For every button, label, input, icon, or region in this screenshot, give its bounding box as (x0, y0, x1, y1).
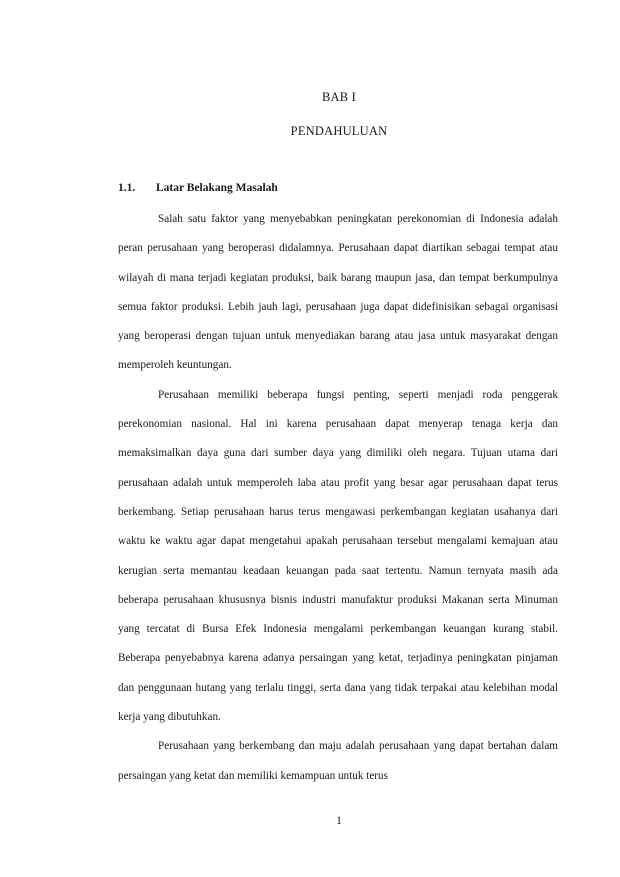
page-number: 1 (336, 815, 342, 827)
chapter-title: PENDAHULUAN (290, 124, 388, 138)
paragraph: Salah satu faktor yang menyebabkan peningkatan perekonomian di Indonesia adalah peran perusahaan yang beroperasi didalamnya. Perusahaan dapat diartikan sebagai tempat atau wilayah di mana terjadi kegiatan produksi, baik barang maupun jasa, dan tempat berkumpulnya semua faktor produksi. Lebih jauh lagi, perusahaan juga dapat didefinisikan sebagai organisasi yang beroperasi dengan tujuan untuk menyediakan barang atau jasa untuk masyarakat dengan memperoleh keuntungan. (118, 213, 558, 372)
paragraph: Perusahaan yang berkembang dan maju adalah perusahaan yang dapat bertahan dalam persaingan yang ketat dan memiliki kemampuan untuk terus (118, 740, 558, 782)
paragraph: Perusahaan memiliki beberapa fungsi penting, seperti menjadi roda penggerak perekonomian nasional. Hal ini karena perusahaan dapat menyerap tenaga kerja dan memaksimalkan daya guna dari sumber daya yang dimiliki oleh negara. Tujuan utama dari perusahaan adalah untuk memperoleh laba atau profit yang besar agar perusahaan dapat terus berkembang. Setiap perusahaan harus terus mengawasi perkembangan kegiatan usahanya dari waktu ke waktu agar dapat mengetahui apakah perusahaan tersebut mengalami kemajuan atau kerugian serta memantau keadaan keuangan pada saat tertentu. Namun ternyata masih ada beberapa perusahaan khususnya bisnis industri manufaktur produksi Makanan serta Minuman yang tercatat di Bursa Efek Indonesia mengalami perkembangan keuangan kurang stabil. Beberapa penyebabnya karena adanya persaingan yang ketat, terjadinya peningkatan pinjaman dan penggunaan hutang yang terlalu tinggi, serta dana yang tidak terpakai atau kelebihan modal kerja yang dibutuhkan. (118, 388, 558, 724)
section-number: 1.1. (118, 182, 136, 194)
section-title: Latar Belakang Masalah (156, 182, 278, 194)
body-text (118, 205, 558, 791)
chapter-number: BAB I (322, 90, 356, 104)
section-heading (118, 182, 278, 194)
